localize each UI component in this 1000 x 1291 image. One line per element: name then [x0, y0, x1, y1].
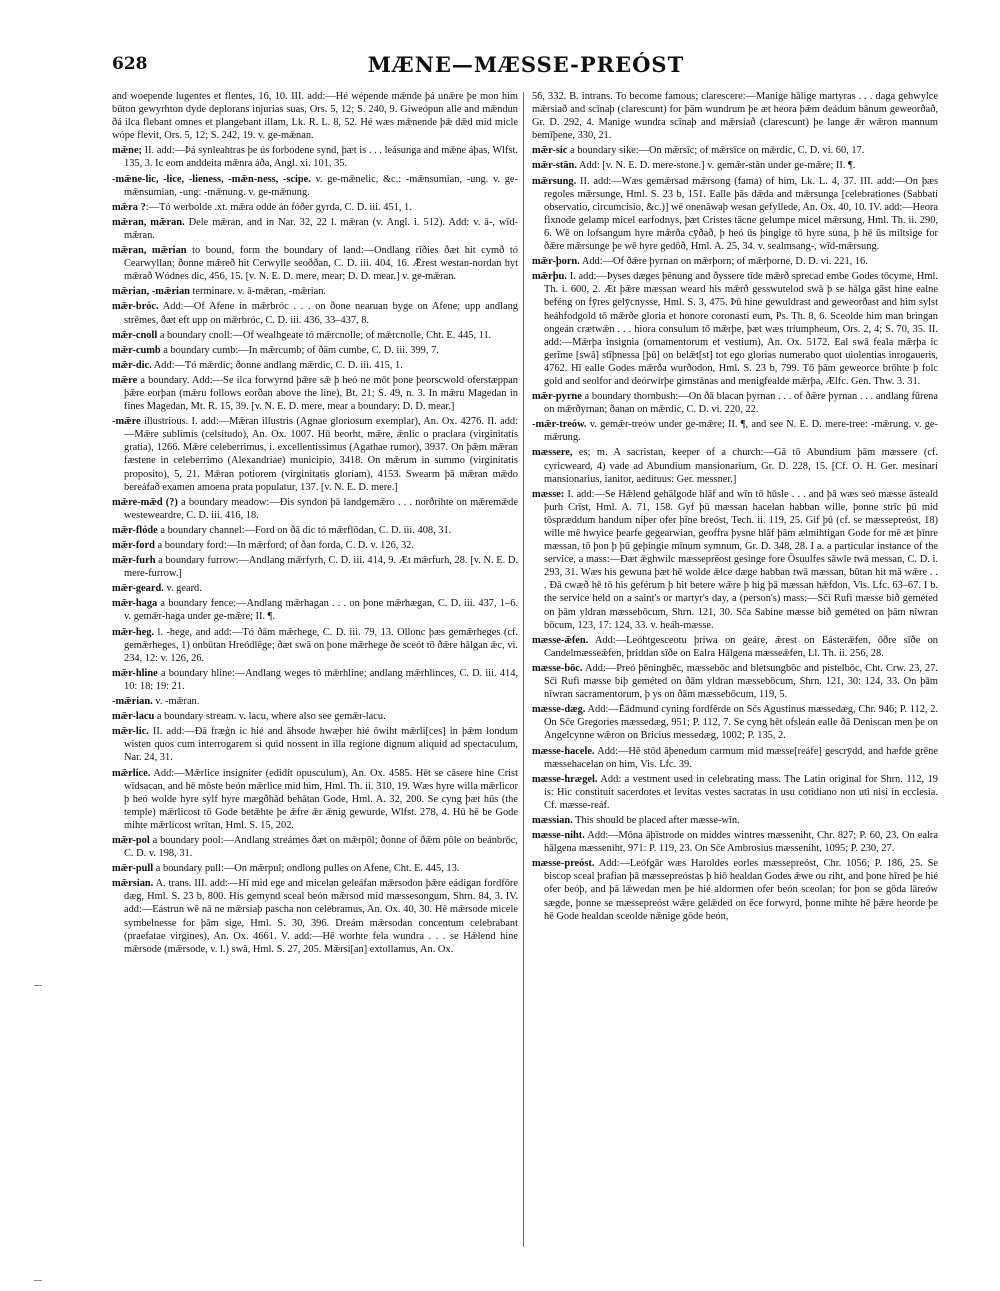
dictionary-entry: [112, 359, 518, 372]
dictionary-entry: [532, 814, 938, 827]
dictionary-entry: [112, 877, 518, 956]
entry-headword: mæsse-hacele.: [532, 745, 595, 757]
dictionary-entry: [112, 90, 518, 142]
dictionary-entry: [532, 418, 938, 444]
column-divider: [523, 92, 524, 1247]
dictionary-entry: [532, 175, 938, 254]
entry-headword: mǣr-cumb: [112, 344, 161, 356]
entry-headword: mǣr-pol: [112, 834, 150, 846]
entry-text: terminare. v. ā-mǣran, -mǣrian.: [189, 286, 327, 298]
entry-text: to bound, form the boundary of land:—Ondlang rīðies ðæt hit cymð tó Cearwyllan; ðonne mǣreð hit Cerwylle seoððan, C. D. iii. 404, 16. Ǣrest westan-nordan hyt mǣrað Wódnes dic, 456, 15. [v. N. E. D. mere, mear; D. D. mear.] v. ge-mǣran.: [124, 245, 518, 283]
dictionary-entry: [112, 524, 518, 537]
entry-text: and woepende lugentes et flentes, 16, 10. III. add:—Hé wépende mǣnde þá unǣre þe mon him bǔton gewyrhton dyde deplorans injurias suas, Ors. 5, 12; S. 240, 9. Giweópun alle and mǣndun ðá ilca flebant omnes et plangebant illam, Lk. R. L. 8, 52. Hé wæs mǣnende þǣ dǣd mid micle wópe flevit, Ors. 5, 12; S. 242, 19. v. ge-mǣnan.: [112, 91, 518, 142]
entry-headword: -mǣre: [112, 416, 141, 428]
dictionary-entry: [532, 634, 938, 660]
entry-headword: mæssere,: [532, 447, 573, 459]
dictionary-entry: [532, 144, 938, 157]
entry-headword: mǣr-geard.: [112, 583, 164, 595]
entry-headword: mæsse-niht.: [532, 830, 585, 842]
dictionary-entry: [112, 667, 518, 693]
dictionary-entry: [532, 829, 938, 855]
left-column: [112, 90, 518, 1250]
entry-text: a boundary cumb:—In mǣrcumb; of ðām cumbe, C. D. iii. 399, 7.: [160, 344, 439, 356]
entry-headword: mæsse-ǣfen.: [532, 634, 589, 646]
entry-headword: mǣr-bróc.: [112, 301, 159, 313]
entry-headword: -mǣr-treów.: [532, 419, 587, 431]
dictionary-entry: [112, 496, 518, 522]
dictionary-entry: [532, 270, 938, 388]
dictionary-entry: [112, 539, 518, 552]
entry-headword: mǣr-lacu: [112, 711, 155, 723]
dictionary-entry: [532, 703, 938, 742]
entry-text: 56, 332. B. intrans. To become famous; clarescere:—Manige hālige martyras . . . daga gehwylce mǣrsiað and scīnaþ (clarescunt) for þām wundrum þe æt heora þǣm deádum bānum geweorðað, Gr. D. 292, 4. Manige wundra scīnaþ and mǣrsiað (clarescunt) þe lange ǣr wǣron mannum bemīþene, 330, 21.: [532, 91, 938, 142]
entry-headword: mǣr-ford: [112, 540, 155, 551]
entry-headword: mǣr-hline: [112, 667, 158, 679]
entry-headword: mǣrian, -mǣrian: [112, 286, 190, 298]
entry-text: es; m. A sacristan, keeper of a church:—Gā tō Abundium þām mæssere (cf. cyricweard, 4) vade ad Abundium mansionarium, Gr. D. 228, 15. [Cf. O. H. Ger. mesinari mansionarius, ianitor, aedituus: Ger. messner.]: [544, 447, 938, 485]
entry-headword: mǣr-pyrne: [532, 391, 582, 403]
entry-text: II. add:—Þá synleahtras þe ús forbodene synd, þæt is . . . leásunga and mǣne áþas, Wlfst. 135, 3. Ic eom anddeita mǣnra áða, Angl. xi. 101, 35.: [124, 145, 518, 170]
entry-headword: mǣre-mǣd (?): [112, 496, 178, 508]
entry-text: illustrious. I. add:—Mǣran illustris (Agnae gloriosum exemplar), An. Ox. 4276. II. add:—Mǣre sublimis (celsitudo), An. Ox. 1007. Hū beorht, mǣre, ǣnlic o praclara (virginitatis gratia), 1266. Mǣre celeberrimus, i. excellentissimus (Agathae rumor), 3937. On þǣm mǣran fæstene in celeberrimo (Alexandriae) municipio, 3418. On mǣrum in summo (virginitatis proposito), 5, 21. Mǣran potiorem (virginitatis gloriam), 4153. Swearm þā mǣran mǣdo bereáfað examen amoena prata populatur, 137. [v. N. E. D. mere.]: [124, 416, 518, 493]
entry-headword: mǣrþu.: [532, 271, 567, 283]
entry-headword: mǣrsian.: [112, 878, 154, 890]
page-header: [112, 50, 940, 80]
dictionary-entry: [112, 710, 518, 723]
entry-text: Add:—Preó þēningbēc, mæssebōc and bletsungbōc and pistelbōc, Cht. Crw. 23, 27. Sc̄i Rufi mæsse biþ geméted on ðām yldran mæssebōcum, Shrn. 121, 30: 124, 33. On þām nīwran sacramentorum, þ ys on ðām mæssebōcum, 119, 5.: [544, 662, 938, 701]
entry-text: a boundary furrow:—Andlang mǣrfyrh, C. D. iii. 414, 9. Æt mǣrfurh, 28. [v. N. E. D. mere-furrow.]: [124, 555, 518, 580]
entry-headword: mǣr-lic.: [112, 726, 149, 738]
entry-headword: mǣran, mǣran.: [112, 216, 185, 228]
entry-headword: mǣr-þorn.: [532, 256, 580, 268]
entry-text: Add:—Mǣrlice insigniter (edidit opusculum), An. Ox. 4585. Hēt se cāsere hine Crist wīdsacan, and hē mōste beón mǣrlice mid him, Hml. Th. ii. 310, 19. Wæs hyre willa mǣrlicor þ heó wolde hyre sylf hyre mægðhād behātan Gode, Hml. A. 32, 200. Se cyng þæt hūs (the temple) mǣrlicost tō Gode betǣhte þe ǣfre ǣr ǣnig gewurde, Wlfst. 278, 4. Hū hē be Gode mihte mǣrlicost wrītan, Hml. S. 15, 202.: [124, 767, 518, 831]
margin-mark: [34, 1280, 42, 1281]
entry-text: a boundary hline:—Andlang weges tó mǣrhline; andlang mǣrhlinces, C. D. iii. 414, 10: 18: 19: 21.: [124, 667, 518, 692]
dictionary-entry: [532, 390, 938, 416]
entry-headword: mǣr-stān.: [532, 160, 577, 172]
dictionary-entry: [112, 582, 518, 595]
entry-text: a boundary meadow:—Ðis syndon þā landgemǣro . . . norðrihte on mǣremǣde westeweardre, C. D. iii. 416, 18.: [124, 496, 518, 521]
entry-headword: -mǣne-lic, -lice, -lieness, -mǣn-ness, -scipe.: [112, 173, 311, 185]
dictionary-entry: [532, 745, 938, 771]
entry-text: a boundary stream. v. lacu, where also see gemǣr-lacu.: [154, 711, 386, 723]
entry-text: a boundary cnoll:—Of wealhgeate tó mǣrcnolle; of mǣrcnolle, Cht. E. 445, 11.: [157, 329, 492, 341]
margin-mark: [34, 985, 42, 986]
dictionary-entry: [112, 862, 518, 875]
entry-headword: mǣr-cnoll: [112, 329, 158, 341]
dictionary-entry: [112, 415, 518, 494]
entry-headword: mǣr-furh: [112, 555, 156, 567]
dictionary-entry: [532, 446, 938, 485]
entry-text: a boundary. Add:—Se ilca forwyrnd þǣre sǣ þ heó ne mōt þone þeorscwold oferstæppan þǣre eorþan (mǣru follows eorðan above the line), Bt. 21; S. 49, n. 3. In mǣru Magedan in fines Magedan, Mt. R. 15, 39. [v. N. E. D. mere, mear a boundary: D. D. mear.]: [124, 374, 518, 413]
dictionary-entry: [112, 725, 518, 764]
entry-text: Add:—Hē stōd āþenedum carmum mid mæsse[reáfe] gescrȳdd, and hæfde grēne mæssehacelan on him, Vis. Lfc. 39.: [544, 745, 938, 770]
entry-text: I. add:—Se Hǣlend gehālgode hlāf and wīn tō hūsle . . . and þā wæs seó mæsse āsteald þurh Crīst, Hml. A. 71, 158. Gyf þū mæssan hacelan habban wille, þonne strīc þū mid tōspræddum handum niþer ofer þīne breóst, Tech. ii. 119, 25. Gif þū (cf. se mæssepreóst, 18) wille mē hwyice þearfe gegearwian, geoffra þysne hlāf þām ælmihtigan Gode for mē æt þīnre mæssan, tō þon þ þū geþingie mīnum symnum, Gr. D. 348, 28. I a. a particular instance of the service, a mass:—Ðæt ǣghwilc mæsseprēost gesinge fore Ōsuulfes sāwle twā messan, C. D. i. 293, 31. Wæs his gewuna þæt hē wolde ǣlce dæge habban twā mæssan, būtan hit mā wǣre . . . Ðā cwæð hē tō his geférum þ hit betere wǣre þ hig þā mæssan hǣfdon, Vis. Lfc. 63–67. I b. the service held on a saint's or martyr's day, a (person's) mass:—Sc̄i Rufi mæsse bið geméted on þām yldran mæssebōcum, Shrn. 121, 30. Sc̄a Sabine mæsse bið geméted on þām nīwran bōcum, 123, 17: 124, 33. v. heáh-mæsse.: [544, 488, 938, 631]
entry-headword: mǣra ?: [112, 201, 146, 213]
entry-text: a boundary channel:—Ford on ðā dic tó mǣrflōdan, C. D. iii. 408, 31.: [157, 524, 452, 536]
entry-headword: mǣran, mǣrian: [112, 245, 187, 257]
entry-headword: mǣr-flóde: [112, 524, 158, 536]
entry-headword: mǣr-dic.: [112, 359, 152, 371]
entry-headword: mǣr-sic: [532, 145, 568, 157]
entry-headword: -mǣrian.: [112, 696, 153, 708]
entry-text: Add:—Tó mǣrdic; ðonne andlang mǣrdic, C. D. iii. 415, 1.: [151, 359, 403, 371]
entry-text: Add:—Leóhtgesceotu þriwa on geáre, ǣrest on Eásterǣfen, ōðre sīðe on Candelmæsseǣfen, þriddan sīðe on Ealra Hālgena mæsseǣfen, Ll. Th. ii. 256, 28.: [544, 634, 938, 659]
dictionary-entry: [112, 767, 518, 832]
entry-text: v. -mǣran.: [152, 696, 200, 708]
dictionary-entry: [112, 144, 518, 170]
dictionary-entry: [112, 597, 518, 623]
dictionary-entry: [532, 90, 938, 142]
dictionary-entry: [112, 244, 518, 283]
dictionary-entry: [112, 300, 518, 326]
entry-headword: mǣne;: [112, 145, 143, 157]
dictionary-entry: [112, 834, 518, 860]
dictionary-entry: [112, 626, 518, 665]
entry-headword: mǣrsung.: [532, 175, 577, 187]
dictionary-entry: [532, 159, 938, 172]
entry-headword: mæsse:: [532, 488, 565, 500]
dictionary-entry: [112, 374, 518, 413]
entry-text: a boundary thornbush:—On ðā blacan þyrnan . . . of ðǣre þyrnan . . . andlang fūrena on mǣrðyrnan; ðanan on mǣrdic, C. D. vi. 220, 22.: [544, 391, 938, 416]
dictionary-entry: [532, 773, 938, 812]
page-number: 628: [112, 54, 148, 74]
entry-text: Add: [v. N. E. D. mere-stone.] v. gemǣr-stān under ge-mǣre; II. ¶.: [576, 160, 856, 172]
entry-text: II. add:—Ðā fræġn ic hié and āhsode hwæþer hié ōwiht mǣrli[ces] in þǣm londum wisten quos cum interrogarem si quid nossent in illa regione dignum aliquid ad spectaculum, Nar. 24, 31.: [124, 726, 518, 764]
dictionary-entry: [112, 216, 518, 242]
dictionary-entry: [532, 662, 938, 701]
entry-text: v. geard.: [163, 583, 202, 595]
entry-text: a boundary ford:—In mǣrford; of ðan forda, C. D. v. 126, 32.: [154, 540, 414, 551]
entry-text: v. ge-mǣnelic, &c.: -mǣnsumian, -ung. v. ge-mǣnsumian, -ung: -mǣnung. v. ge-mǣnung.: [124, 173, 518, 198]
entry-text: a boundary sike:—On mǣrsīc; of mǣrsīce on mǣrdic, C. D. vi. 60, 17.: [567, 145, 865, 157]
entry-text: Add:—Of Afene in mǣrbróc . . . on ðone nearuan byge on Afene; upp andlang strēmes, ðæt eft upp on mǣrbróc, C. D. iii. 436, 33–437, 8.: [124, 301, 518, 326]
entry-text: v. gemǣr-treów under ge-mǣre; II. ¶, and see N. E. D. mere-tree: -mǣrung. v. ge-mǣrung.: [544, 419, 938, 444]
entry-headword: mæssian.: [532, 814, 573, 826]
entry-headword: mæsse-preóst.: [532, 858, 595, 870]
dictionary-entry: [112, 173, 518, 199]
entry-text: l. -hege, and add:—Tó ðām mǣrhege, C. D. iii. 79, 13. Ollonc þæs gemǣrheges (cf. gemǣrheges, 1) onbūtan Hreódlēge; ðæt swā on þone mǣrhege ðe sceót tō ðǣre hālgan ǣc, vi. 234, 12: v. 126, 26.: [124, 626, 518, 664]
dictionary-entry: [112, 329, 518, 342]
dictionary-entry: [112, 554, 518, 580]
entry-text: :—Tó werbolde .xt. mǣra odde án fóðer gyrda, C. D. iii. 451, 1.: [145, 201, 412, 213]
entry-headword: mæsse-bōc.: [532, 662, 583, 674]
dictionary-entry: [532, 857, 938, 922]
entry-headword: mǣr-heg.: [112, 626, 155, 638]
entry-text: II. add:—Wæs gemǣrsad mǣrsong (fama) of him, Lk. L. 4, 37. III. add:—On þæs regoles mǣrsunge, Hml. S. 23 b, 151. Ealle þās dǣda and mǣrsunga [celebrationes (Sabbati observatio, circumcisio, &c.)] wē onenāwaþ wesan gefyllede, An. Ox. 40, 10. IV. add:—Heora fixnode gelamp micel earfodnys, þæt Cristes tācne gelumpe micel mǣrsung, Hml. Th. ii. 290, 6. Wē on lofsangum hyre mǣrða cȳðað, þ heó ūs þingige tō hyre suna, þ hē ūs miltsige for ðǣre mǣrsunge þe wē hyre gedōð, Hml. A. 25, 34. v. sealmsang-, wīd-mǣrsung.: [544, 175, 938, 253]
entry-headword: mǣre: [112, 374, 138, 386]
entry-text: a boundary fence:—Andlang mǣrhagan . . . on þone mǣrhægan, C. D. iii. 437, 1–6. v. gemǣr-haga under ge-mǣre; II. ¶.: [124, 598, 518, 623]
entry-text: a boundary pool:—Andlang streámes ðæt on mǣrpōl; ðonne of ðǣm pōle on beánbrōc, C. D. v. 198, 31.: [124, 834, 518, 860]
entry-text: This should be placed after mæsse-wīn.: [572, 814, 740, 826]
entry-headword: mǣr-pull: [112, 863, 154, 875]
dictionary-entry: [112, 695, 518, 708]
entry-headword: mǣr-haga: [112, 598, 158, 610]
dictionary-entry: [532, 255, 938, 268]
right-column: [532, 90, 938, 1250]
entry-headword: mǣrlice.: [112, 767, 151, 779]
entry-text: A. trans. III. add:—Hī mid ege and micelan geleáfan mǣrsodon þǣre eádigan fordfōre dæg, Hml. S. 23 b, 800. His gemynd sceal beón mǣrsod mid mæssesongum, Shrn. 84, 3. IV. add:—Eástrun wē nā ne mǣrsiaþ pascha non celebramus, An. Ox. 40, 30. Hē mǣrsode micele symbelnesse for þām sige, Hml. S. 30, 396. Dreám mǣrsodan concentum celebrabant (praefatae virgines), An. Ox. 4661. V. add:—Hē worhte fela wundra . . . se Hǣlend hine mǣrsode (mǣrsode, v. l.) swā, Hml. S. 27, 205. Mǣrsi[an] extollamus, An. Ox.: [124, 878, 518, 955]
dictionary-entry: [112, 285, 518, 298]
entry-text: Add:—Mōna āþīstrode on middes wintres mæsseniht, Chr. 827; P. 60, 23. On ealra hālgena mæsseniht, 971: P. 119, 23. On Sc̄e Ambrosius mæsseniht, 1095; P. 230, 27.: [544, 830, 938, 855]
entry-headword: mæsse-dæg.: [532, 704, 586, 716]
entry-headword: mæsse-hrægel.: [532, 773, 598, 785]
dictionary-entry: [112, 201, 518, 214]
entry-text: Add: a vestment used in celebrating mass. The Latin original for Shrn. 112, 19 is: Hic constituit sacerdotes et levitas vestes sacratas in usu cotidiano non uti nisi in ecclesia. Cf. mæsse-reáf.: [544, 773, 938, 811]
entry-text: I. add:—Þyses dæges þēnung and ðyssere tīde mǣrð sprecad embe Godes tōcyme, Hml. Th. i. 600, 2. Æt þǣre mæssan weard his mǣrð gesswutelod swā þ se hālga gāst hine ealne beféng on fȳres gelȳcnysse, Hml. S. 3, 475. Þū hine gewuldrast and geweorðast and him sylst heáhfodgold tō mǣrðe gloria et honore coronasti eum, Ps. Th. 8, 6. Sceolde him man bringan ongeán crætwǣn . . . hiora consulum tō mǣrþe, þæt wæs triumpheum, Ors. 2, 4; S. 70, 35. II. add:—Mǣrþa insignia (ornamentorum et vestium), An. Ox. 5172. Eal swā feala mǣrþa ic gerīme [swā] stīþnessa [þū] on belǣt[st] tot ego glorias numerabo quot uiolentias inrogaueris, 4762. Hī ealle Godes mǣrða wurðodon, Hml. S. 23 b, 799. Tō þām geweorce brōhte þ folc gold and seolfor and deórwirþe gimstānas and menigfealde mǣrþa, Ælfc. Gen. Thw. 3. 31.: [544, 271, 938, 387]
dictionary-entry: [112, 344, 518, 357]
entry-text: Add:—Ēādmund cyning fordfērde on Sc̄s Agustinus mæssedæg, Chr. 946; P. 112, 2. On Sc̄e Gregories mæssedæg, 951; P. 112, 7. Se cyng hēt ofsleán ealle ðā Deniscan men þe on Angelcynne wǣron on Bricius messedæg, 1002; P. 135, 2.: [544, 704, 938, 742]
running-title: MÆNE—MÆSSE-PREÓST: [367, 52, 685, 77]
dictionary-entry: [532, 488, 938, 632]
entry-text: Dele mǣran, and in Nar. 32, 22 l. mǣran (v. Angl. i. 512). Add: v. ā-, wīd-mǣran.: [124, 216, 518, 241]
entry-text: Add:—Leófgār wæs Haroldes eorles mæssepreóst, Chr. 1056; P. 186, 25. Se biscop sceal þrafian þā mæssepreóstas þ hiō healdan Godes ǣwe ou riht, and þone hīred þe hié ofer beóþ, and þā lǣwedan men þe hié aldormen ofer beón sceolan; for þon se gōda lāreów sægde, þonne se mæssepreóst wǣre gelǣded on ēce forwyrd, þonne mihte hē þǣre heorde þe hē Gode healdan sceolde nǣnige gōde beón,: [544, 858, 938, 922]
entry-text: Add:—Of ðǣre þyrnan on mǣrþorn; of mǣrþorne, D. D. vi. 221, 16.: [579, 256, 868, 268]
entry-text: a boundary pull:—On mǣrpul; ondlong pulles on Afene, Cht. E. 445, 13.: [153, 863, 460, 875]
